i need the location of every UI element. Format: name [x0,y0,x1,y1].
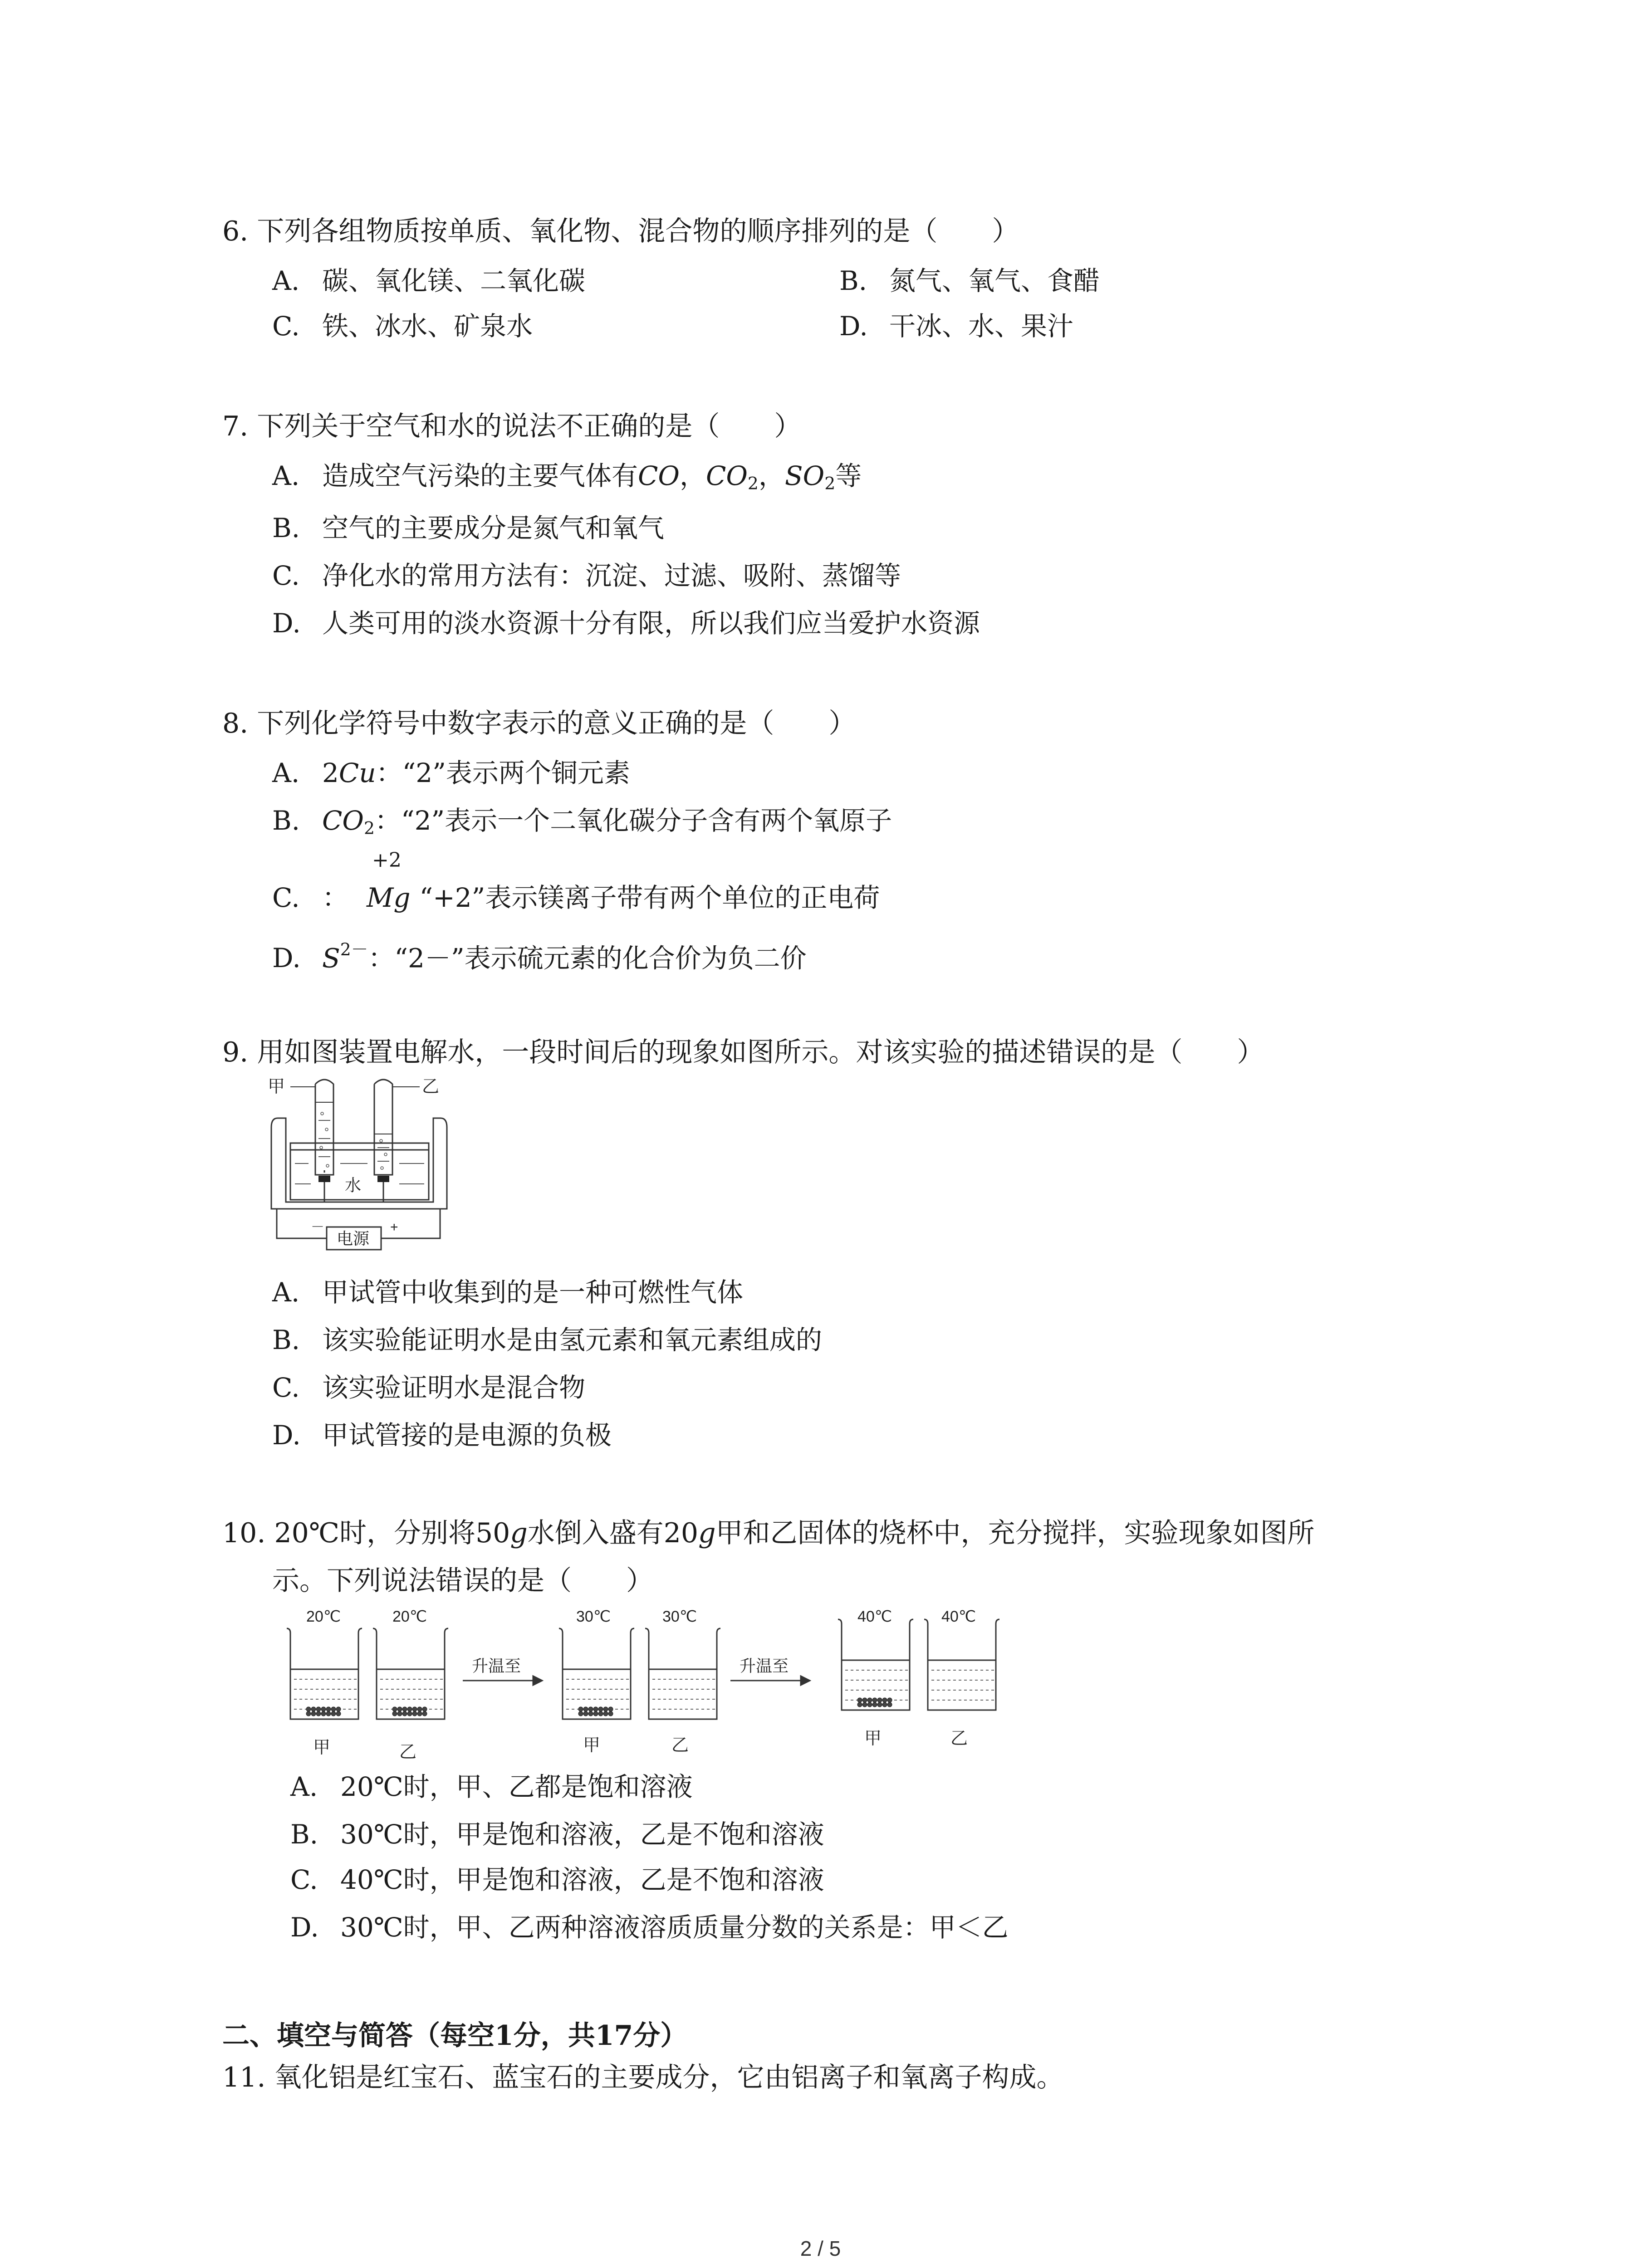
beaker-2 [373,1628,448,1719]
question-stem: 下列各组物质按单质、氧化物、混合物的顺序排列的是（ ） [257,215,1019,247]
arrow-label-2: 升温至 [740,1657,789,1675]
valence-mark: +2 [372,849,402,872]
test-tube-left [315,1080,333,1175]
beaker-4 [645,1628,720,1719]
unit-g: g [698,1517,716,1549]
solid-particle [412,1707,417,1711]
option-text: 铁、冰水、矿泉水 [322,311,533,342]
option-text: 30℃时，甲是饱和溶液，乙是不饱和溶液 [340,1819,824,1850]
solid-particle [422,1707,427,1711]
option-letter: D. [272,1420,301,1451]
tube-label-left: 甲 [268,1077,285,1096]
electrode-right [377,1176,389,1182]
subscript: 2 [824,473,836,494]
option-letter: B. [290,1819,318,1850]
solid-particle [397,1707,402,1711]
option-letter: B. [272,513,300,543]
beaker-6 [924,1619,999,1710]
solid-particle [867,1698,872,1702]
option-text: 该实验证明水是混合物 [322,1372,586,1403]
option-7b [272,515,664,541]
option-text: 该实验能证明水是由氢元素和氧元素组成的 [322,1325,823,1355]
solid-particle [316,1707,321,1711]
question-11 [222,2064,1064,2091]
trough-outer [271,1127,447,1209]
question-stem: 下列化学符号中数字表示的意义正确的是（ ） [257,708,856,739]
solid-particle [608,1707,613,1711]
solid-particle [407,1711,412,1716]
solid-particle [397,1711,402,1716]
question-8 [222,710,856,737]
minus-label: － [311,1220,324,1235]
option-8d [272,939,807,974]
solid-particle [882,1698,887,1702]
option-text: 甲试管中收集到的是一种可燃性气体 [322,1277,744,1308]
solid-particle [872,1702,877,1707]
option-letter: C. [272,1372,300,1403]
temp-label-2: 20℃ [392,1608,427,1625]
solid-particle [392,1707,397,1711]
option-text: 20℃时，甲、乙都是饱和溶液 [340,1771,693,1802]
option-text: 干冰、水、果汁 [889,311,1074,342]
solid-particle [321,1711,326,1716]
option-10d [290,1914,1009,1941]
electrode-left [318,1176,330,1182]
question-number: 9. [222,1036,249,1068]
option-text: 氮气、氧气、食醋 [889,265,1100,296]
solid-particle [588,1711,593,1716]
arrow-label-1: 升温至 [472,1657,521,1675]
solid-particle [422,1711,427,1716]
page-number: 2 / 5 [800,2237,841,2260]
solid-particle [608,1711,613,1716]
question-stem-line2: 示。下列说法错误的是（ ） [272,1565,653,1597]
solid-particle [336,1707,341,1711]
solid-particle [331,1711,336,1716]
temp-label-4: 30℃ [662,1608,697,1625]
option-letter: C. [290,1864,318,1895]
question-number: 11. [222,2062,266,2093]
option-9b [272,1327,822,1353]
solid-particle [311,1707,316,1711]
question-7 [222,413,801,440]
solid-particle [603,1711,608,1716]
superscript: 2－ [340,939,368,959]
option-letter: A. [272,1277,300,1308]
solid-particle [583,1711,588,1716]
power-label: 电源 [337,1229,370,1248]
temp-label-5: 40℃ [857,1608,892,1625]
option-letter: D. [290,1912,319,1943]
plus-label: + [390,1220,398,1235]
option-9d [272,1420,612,1451]
option-letter: B. [272,1325,300,1355]
option-letter: D. [272,943,301,974]
solid-particle [407,1707,412,1711]
solid-particle [882,1702,887,1707]
solid-particle [402,1707,407,1711]
question-10-line2 [272,1565,653,1597]
option-letter: C. [272,311,300,342]
water-label: 水 [345,1176,362,1194]
solid-particle [331,1707,336,1711]
formula-co2: CO [322,805,364,836]
option-9c [272,1374,585,1401]
solid-particle [311,1711,316,1716]
option-8b [272,807,892,837]
option-text: 人类可用的淡水资源十分有限，所以我们应当爱护水资源 [322,608,980,639]
solid-particle [877,1702,882,1707]
question-number: 6. [222,215,249,247]
solid-particle [887,1698,892,1702]
solid-particle [402,1711,407,1716]
solid-particle [578,1707,583,1711]
separator: ， [758,460,785,491]
option-letter: B. [839,265,867,296]
section-2-title: 二、填空与简答（每空1分，共17分） [222,2020,688,2052]
solid-particle [872,1698,877,1702]
option-9a [272,1277,744,1308]
coefficient: 2 [322,758,339,788]
formula-cu: Cu [338,758,376,788]
beaker-3 [559,1628,634,1719]
question-stem: 下列关于空气和水的说法不正确的是（ ） [257,411,802,442]
formula-co2: CO [705,460,748,491]
beaker-label-3: 甲 [583,1736,601,1755]
separator: ， [679,460,706,491]
option-letter: A. [272,460,300,491]
option-letter: D. [839,311,868,342]
option-letter: B. [272,805,300,836]
beakers-figure [272,1601,1053,1765]
option-8c [272,849,880,913]
question-number: 7. [222,411,249,442]
beaker-5 [838,1619,913,1710]
solid-particle [417,1711,422,1716]
stem-part: 水倒入盛有20 [527,1517,699,1549]
solid-particle [887,1702,892,1707]
solid-particle [598,1711,603,1716]
electrolysis-apparatus-figure [268,1075,463,1266]
option-6d [839,311,1074,342]
beaker-label-1: 甲 [313,1738,331,1757]
question-9 [222,1036,1264,1068]
question-stem: 氧化铝是红宝石、蓝宝石的主要成分，它由铝离子和氧离子构成。 [274,2062,1064,2093]
solid-particle [321,1707,326,1711]
question-10 [222,1517,1315,1549]
solid-particle [857,1698,862,1702]
test-tube-right [374,1080,392,1175]
stem-part: 20℃时，分别将50 [274,1517,510,1549]
question-6 [222,215,1019,247]
option-7d [272,608,980,639]
question-number: 8. [222,708,249,739]
solid-particle [306,1707,311,1711]
option-prefix: ： [322,882,349,913]
option-10c [290,1864,824,1895]
solid-particle [857,1702,862,1707]
option-letter: D. [272,608,301,639]
solid-particle [867,1702,872,1707]
formula-mg: Mg [367,882,411,913]
option-text: 甲试管接的是电源的负极 [322,1420,612,1451]
option-letter: C. [272,560,300,591]
formula-s: S [322,943,340,974]
option-7a [272,460,862,494]
option-6b [839,265,1100,296]
option-6c [272,311,533,342]
temp-label-1: 20℃ [306,1608,341,1625]
solid-particle [412,1711,417,1716]
solid-particle [593,1711,598,1716]
option-text: 空气的主要成分是氮气和氧气 [322,513,665,543]
question-stem: 用如图装置电解水，一段时间后的现象如图所示。对该实验的描述错误的是（ ） [257,1036,1264,1068]
formula-so2: SO [784,460,825,491]
beaker-label-4: 乙 [671,1736,689,1755]
solid-particle [392,1711,397,1716]
option-6a [272,265,586,296]
stem-part: 甲和乙固体的烧杯中，充分搅拌，实验现象如图所 [715,1517,1315,1549]
solid-particle [316,1711,321,1716]
solid-particle [326,1711,331,1716]
solid-particle [862,1698,867,1702]
solid-particle [417,1707,422,1711]
option-text: 40℃时，甲是饱和溶液，乙是不饱和溶液 [340,1864,824,1895]
option-text: 净化水的常用方法有：沉淀、过滤、吸附、蒸馏等 [322,560,901,591]
question-number: 10. [222,1517,266,1549]
option-letter: A. [272,265,300,296]
temp-label-6: 40℃ [941,1608,976,1625]
option-text: ：“2”表示一个二氧化碳分子含有两个氧原子 [374,805,892,836]
option-letter: A. [290,1771,318,1802]
option-8a [272,760,630,786]
solid-particle [593,1707,598,1711]
beaker-label-2: 乙 [399,1743,417,1762]
subscript: 2 [363,818,375,838]
temp-label-3: 30℃ [576,1608,611,1625]
option-text: ：“2－”表示硫元素的化合价为负二价 [368,943,807,974]
option-text: 碳、氧化镁、二氧化碳 [322,265,586,296]
option-text-tail: 等 [835,460,862,491]
solid-particle [578,1711,583,1716]
tube-label-right: 乙 [422,1077,440,1096]
subscript: 2 [747,473,759,494]
question-stem-line1 [274,1517,1315,1549]
beaker-label-6: 乙 [950,1729,968,1748]
solid-particle [877,1698,882,1702]
solid-particle [336,1711,341,1716]
option-text: ：“2”表示两个铜元素 [376,758,630,788]
beaker-label-5: 甲 [864,1729,882,1748]
solid-particle [583,1707,588,1711]
unit-g: g [510,1517,528,1549]
solid-particle [862,1702,867,1707]
solid-particle [588,1707,593,1711]
option-letter: A. [272,758,300,788]
option-text: “+2”表示镁离子带有两个单位的正电荷 [419,882,880,913]
solid-particle [326,1707,331,1711]
beaker-1 [287,1628,362,1719]
solid-particle [598,1707,603,1711]
solid-particle [306,1711,311,1716]
option-text: 造成空气污染的主要气体有 [322,460,638,491]
option-10a [290,1771,693,1802]
option-7c [272,562,901,589]
option-letter: C. [272,882,300,913]
solid-particle [603,1707,608,1711]
option-text: 30℃时，甲、乙两种溶液溶质质量分数的关系是：甲＜乙 [340,1912,1009,1943]
option-10b [290,1821,824,1848]
valence-symbol [367,849,411,913]
formula-co: CO [638,460,680,491]
